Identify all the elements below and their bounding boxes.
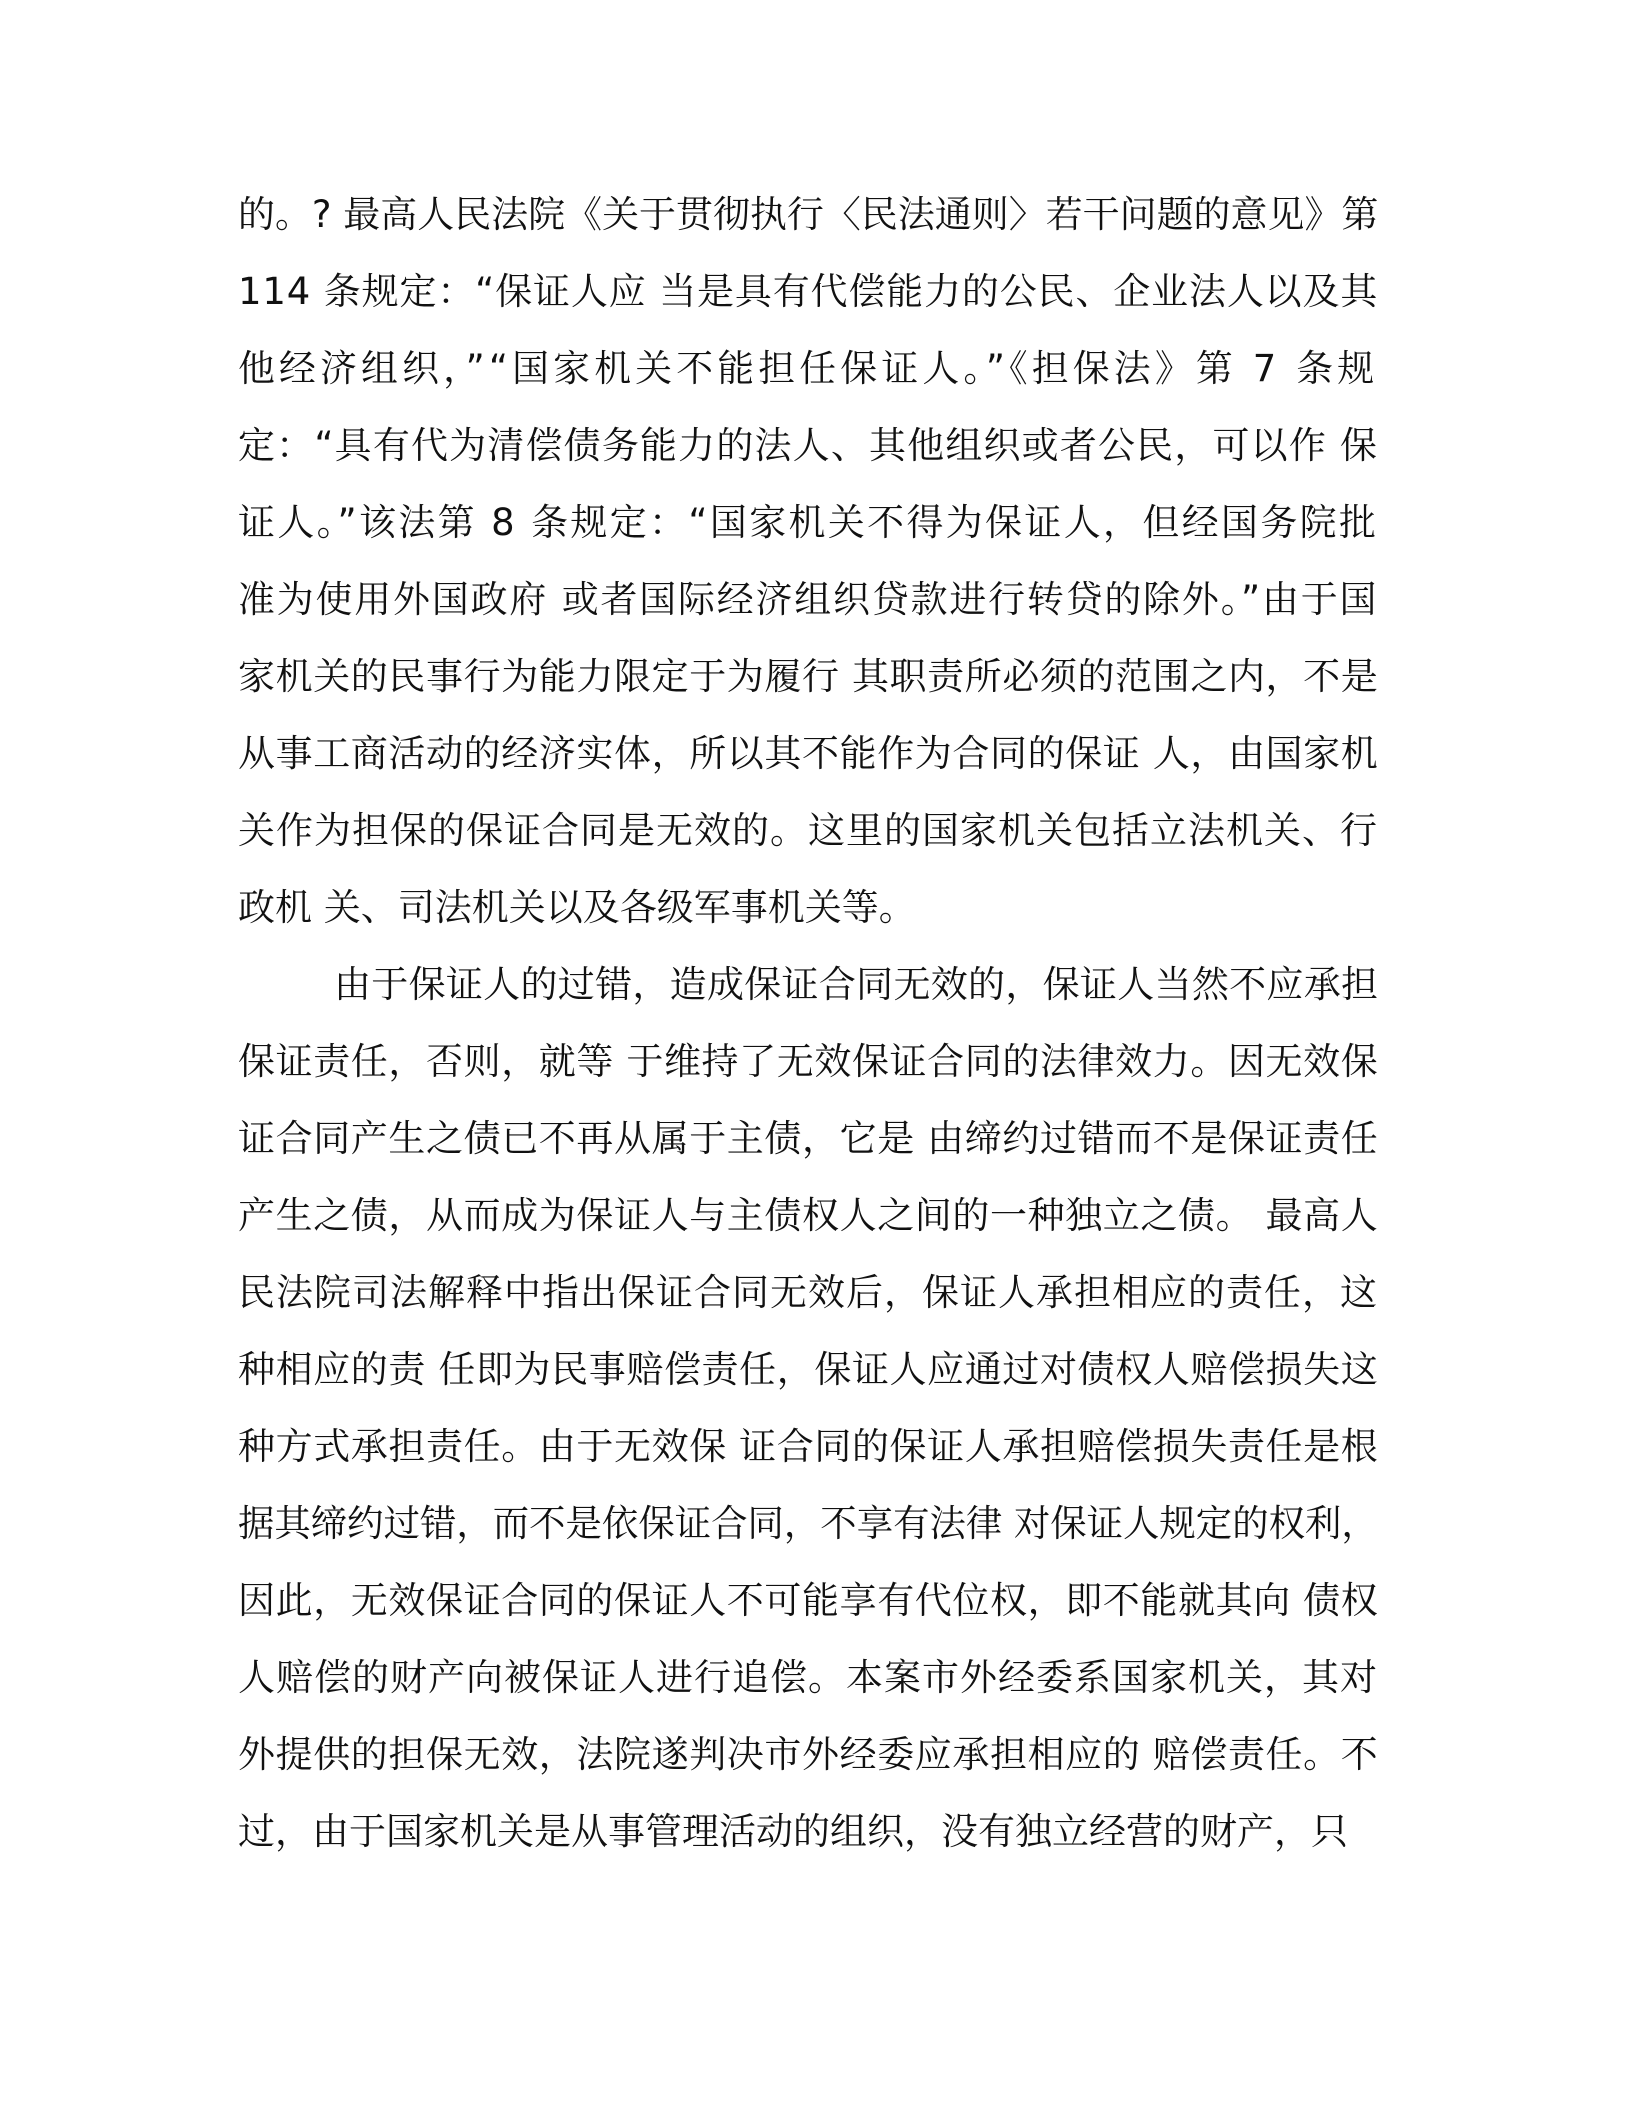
text-line: 他经济组织，”“国家机关不能担任保证人。”《担保法》第 7 条规 [238,347,1379,390]
text-line: 保证责任，否则，就等 于维持了无效保证合同的法律效力。因无效保 [238,1040,1379,1083]
text-line: 种方式承担责任。由于无效保 证合同的保证人承担赔偿损失责任是根 [238,1425,1379,1468]
text-line-indented: 由于保证人的过错，造成保证合同无效的，保证人当然不应承担 [334,963,1379,1006]
text-line: 产生之债，从而成为保证人与主债权人之间的一种独立之债。 最高人 [238,1194,1379,1237]
text-line: 证合同产生之债已不再从属于主债，它是 由缔约过错而不是保证责任 [238,1117,1379,1160]
text-line: 据其缔约过错，而不是依保证合同，不享有法律 对保证人规定的权利， [238,1502,1378,1545]
text-line: 因此，无效保证合同的保证人不可能享有代位权，即不能就其向 债权 [238,1579,1379,1622]
text-line: 家机关的民事行为能力限定于为履行 其职责所必须的范围之内，不是 [238,655,1379,698]
text-line: 的。? 最高人民法院《关于贯彻执行〈民法通则〉若干问题的意见》第 [238,193,1379,236]
text-line: 定：“具有代为清偿债务能力的法人、其他组织或者公民，可以作 保 [238,424,1379,467]
text-line: 外提供的担保无效，法院遂判决市外经委应承担相应的 赔偿责任。不 [238,1733,1379,1776]
text-line: 种相应的责 任即为民事赔偿责任，保证人应通过对债权人赔偿损失这 [238,1348,1379,1391]
text-line: 过，由于国家机关是从事管理活动的组织，没有独立经营的财产，只 [238,1810,1348,1853]
text-line: 准为使用外国政府 或者国际经济组织贷款进行转贷的除外。”由于国 [238,578,1379,621]
text-line: 民法院司法解释中指出保证合同无效后，保证人承担相应的责任，这 [238,1271,1379,1314]
text-line: 人赔偿的财产向被保证人进行追偿。本案市外经委系国家机关，其对 [238,1656,1379,1699]
text-line: 从事工商活动的经济实体，所以其不能作为合同的保证 人，由国家机 [238,732,1379,775]
text-line: 关作为担保的保证合同是无效的。这里的国家机关包括立法机关、行 [238,809,1379,852]
text-line: 114 条规定：“保证人应 当是具有代偿能力的公民、企业法人以及其 [238,270,1379,313]
text-line: 政机 关、司法机关以及各级军事机关等。 [238,886,916,929]
text-line: 证人。”该法第 8 条规定：“国家机关不得为保证人，但经国务院批 [238,501,1379,544]
